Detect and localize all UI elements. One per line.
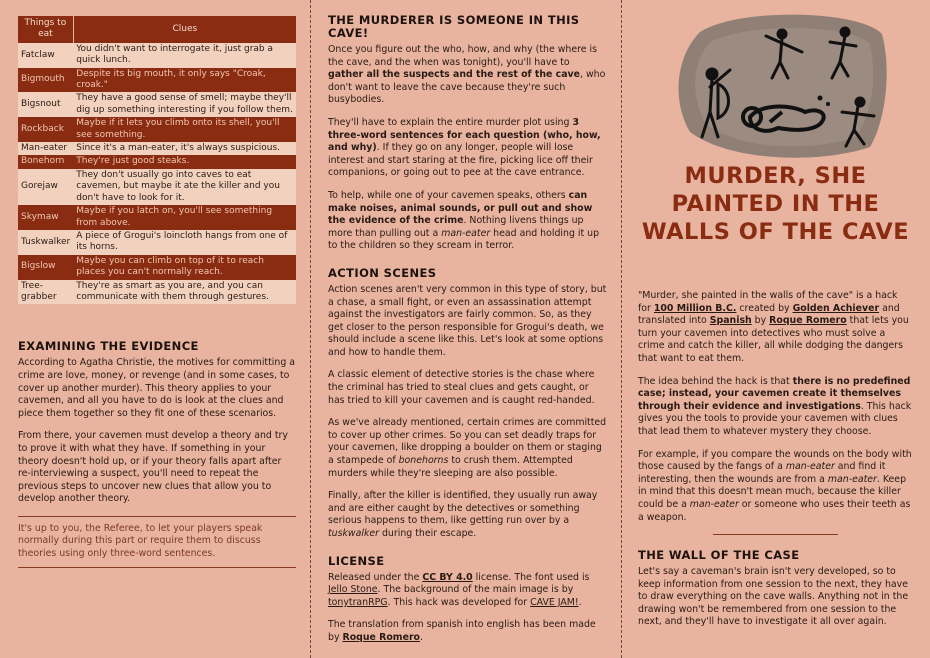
creature-clue: They don't usually go into caves to eat cavemen, but maybe it ate the killer and you don't have to look for it.: [73, 169, 296, 205]
creature-name: Skymaw: [18, 205, 73, 230]
font-link[interactable]: Jello Stone: [328, 584, 378, 596]
creature-name: Man-eater: [18, 142, 73, 155]
wall-heading: THE WALL OF THE CASE: [638, 548, 800, 563]
table-row: [18, 92, 296, 117]
intro-paragraph: "Murder, she painted in the walls of the cave" is a hack for 100 Million B.C. created by Golden Achiever and translated into Spanish by Roque Romero that lets you turn your cavemen into detectives who must solve a crime and catch the killer, all while dodging the dangers that want to eat them.: [638, 290, 909, 364]
artist-link[interactable]: tonytranRPG: [328, 596, 388, 608]
action-heading: ACTION SCENES: [328, 265, 437, 280]
creature-name: Bigsnout: [18, 92, 73, 117]
table-row: [18, 117, 296, 142]
examining-heading: EXAMINING THE EVIDENCE: [18, 339, 199, 354]
spanish-link[interactable]: Spanish: [709, 315, 752, 327]
table-row: [18, 205, 296, 230]
roque-romero-link[interactable]: Roque Romero: [769, 315, 847, 327]
creature-clue: You didn't want to interrogate it, just grab a quick lunch.: [73, 43, 296, 68]
murderer-p3: To help, while one of your cavemen speaks, others can make noises, animal sounds, or pull out and show the evidence of the crime. Nothing livens things up more than pulling out a man-eater head and holding it up to the children so they scream in terror.: [328, 189, 600, 252]
license-heading: LICENSE: [328, 553, 385, 568]
example-paragraph: For example, if you compare the wounds on the body with those caused by the fangs of a man-eater and find it interesting, then the wounds are from a man-eater. Keep in mind that this doesn't mean much, because the killer could be a man-eater or someone who uses their teeth as a weapon.: [638, 448, 912, 523]
creature-clue: They're as smart as you are, and you can communicate with them through gestures.: [73, 280, 296, 305]
100-million-bc-link[interactable]: 100 Million B.C.: [653, 302, 737, 314]
creature-name: Bonehorn: [18, 155, 73, 168]
cc-by-link[interactable]: CC BY 4.0: [422, 571, 473, 583]
translator-link[interactable]: Roque Romero: [342, 631, 421, 643]
creature-clue: Despite its big mouth, it only says "Croak, croak.": [73, 68, 296, 93]
creature-name: Bigslow: [18, 255, 73, 280]
divider: [18, 516, 296, 517]
column-middle: [310, 0, 621, 658]
creature-name: Fatclaw: [18, 43, 73, 68]
action-p2: A classic element of detective stories is the chase where the criminal has tried to steal clues and gets caught, or has tried to kill your cavemen and is caught red-handed.: [328, 369, 595, 406]
divider: [18, 567, 296, 568]
clues-table-body: [18, 43, 296, 305]
action-p1: Action scenes aren't very common in this type of story, but a chase, a small fight, or even an assassination attempt against the investigators are fairly common. So, as they get closer to the person responsible for Grogui's death, we should include a scene like this. Let's look at some options and how to handle them.: [328, 283, 607, 358]
creature-clue: Maybe you can climb on top of it to reach places you can't normally reach.: [73, 255, 296, 280]
creature-name: Tuskwalker: [18, 230, 73, 255]
creature-clue: They're just good steaks.: [73, 155, 296, 168]
clues-table: [18, 16, 296, 304]
column-left: [0, 0, 310, 658]
table-row: [18, 155, 296, 168]
creature-name: Gorejaw: [18, 169, 73, 205]
idea-paragraph: The idea behind the hack is that there is no predefined case; instead, your cavemen create it themselves through their evidence and investigations. This hack gives you the tools to provide your cavemen with clues that lead them to whatever mystery they choose.: [638, 375, 912, 437]
cover-body: [638, 290, 913, 639]
action-p4: Finally, after the killer is identified, they usually run away and are either caught by the detectives or something serious happens to them, like getting run over by a tuskwalker during their escape.: [328, 490, 598, 539]
table-row: [18, 230, 296, 255]
table-row: [18, 43, 296, 68]
murderer-p2: They'll have to explain the entire murder plot using 3 three-word sentences for each question (who, how, and why). If they go on any longer, people will lose interest and start staring at the fire, picking lice off their companions, or going out to pee at the cave entrance.: [328, 116, 601, 179]
creature-name: Bigmouth: [18, 68, 73, 93]
examining-p1: According to Agatha Christie, the motives for committing a crime are love, money, or revenge (and in some cases, to cover up another murder). This theory applies to your cavemen, and all you have to do is look at the clues and piece them together so they fit one of these scenarios.: [18, 357, 295, 419]
wall-p1: Let's say a caveman's brain isn't very developed, so to keep information from one session to the next, they have to draw everything on the cave walls. Anything not in the drawing won't be remembered from one session to the next, and they'll have to investigate it all over again.: [638, 566, 909, 628]
header-things-to-eat: Things to eat: [18, 16, 73, 43]
creature-name: Rockback: [18, 117, 73, 142]
clues-table-header: [18, 16, 296, 43]
referee-note: It's up to you, the Referee, to let your players speak normally during this part or require them to discuss theories using only three-word sentences.: [18, 522, 263, 560]
creature-clue: They have a good sense of smell; maybe they'll dig up something interesting if you follow them.: [73, 92, 296, 117]
table-row: [18, 169, 296, 205]
header-clues: Clues: [73, 16, 296, 43]
murderer-heading: THE MURDERER IS SOMEONE IN THIS CAVE!: [328, 13, 580, 40]
murderer-p1: Once you figure out the who, how, and why (the where is the cave, and the when was tonight), you'll have to gather all the suspects and the rest of the cave, who don't want to leave the cave because they're such busybodies.: [328, 44, 606, 106]
cover-title: MURDER, SHE PAINTED IN THE WALLS OF THE CAVE: [641, 163, 910, 245]
creature-clue: Maybe if you latch on, you'll see something from above.: [73, 205, 296, 230]
creature-name: Tree-grabber: [18, 280, 73, 305]
column-right: [621, 0, 930, 658]
divider: [713, 534, 838, 535]
golden-achiever-link[interactable]: Golden Achiever: [792, 302, 880, 314]
license-p1: Released under the CC BY 4.0 license. The font used is Jello Stone. The background of the main image is by tonytranRPG. This hack was developed for CAVE JAM!.: [328, 571, 590, 608]
creature-clue: A piece of Grogui's loincloth hangs from one of its horns.: [73, 230, 296, 255]
table-row: [18, 68, 296, 93]
license-p2: The translation from spanish into english has been made by Roque Romero.: [328, 619, 596, 643]
creature-clue: Maybe if it lets you climb onto its shell, you'll see something.: [73, 117, 296, 142]
table-row: [18, 280, 296, 305]
table-row: [18, 142, 296, 155]
action-p3: As we've already mentioned, certain crimes are committed to cover up other crimes. So you can set deadly traps for your cavemen, like dropping a boulder on them or staging a stampede of bonehorns to crush them. Attempted murders while they're sleeping are also possible.: [328, 417, 607, 479]
examining-p2: From there, your cavemen must develop a theory and try to prove it with what they have. If something in your theory doesn't hold up, or if your theory falls apart after re-interviewing a suspect, you'll need to repeat the previous steps to uncover new clues that allow you to develop another theory.: [18, 430, 288, 505]
cave-painting-image: [670, 12, 890, 162]
cave-jam-link[interactable]: CAVE JAM!: [530, 596, 579, 608]
table-row: [18, 255, 296, 280]
creature-clue: Since it's a man-eater, it's always suspicious.: [73, 142, 296, 155]
